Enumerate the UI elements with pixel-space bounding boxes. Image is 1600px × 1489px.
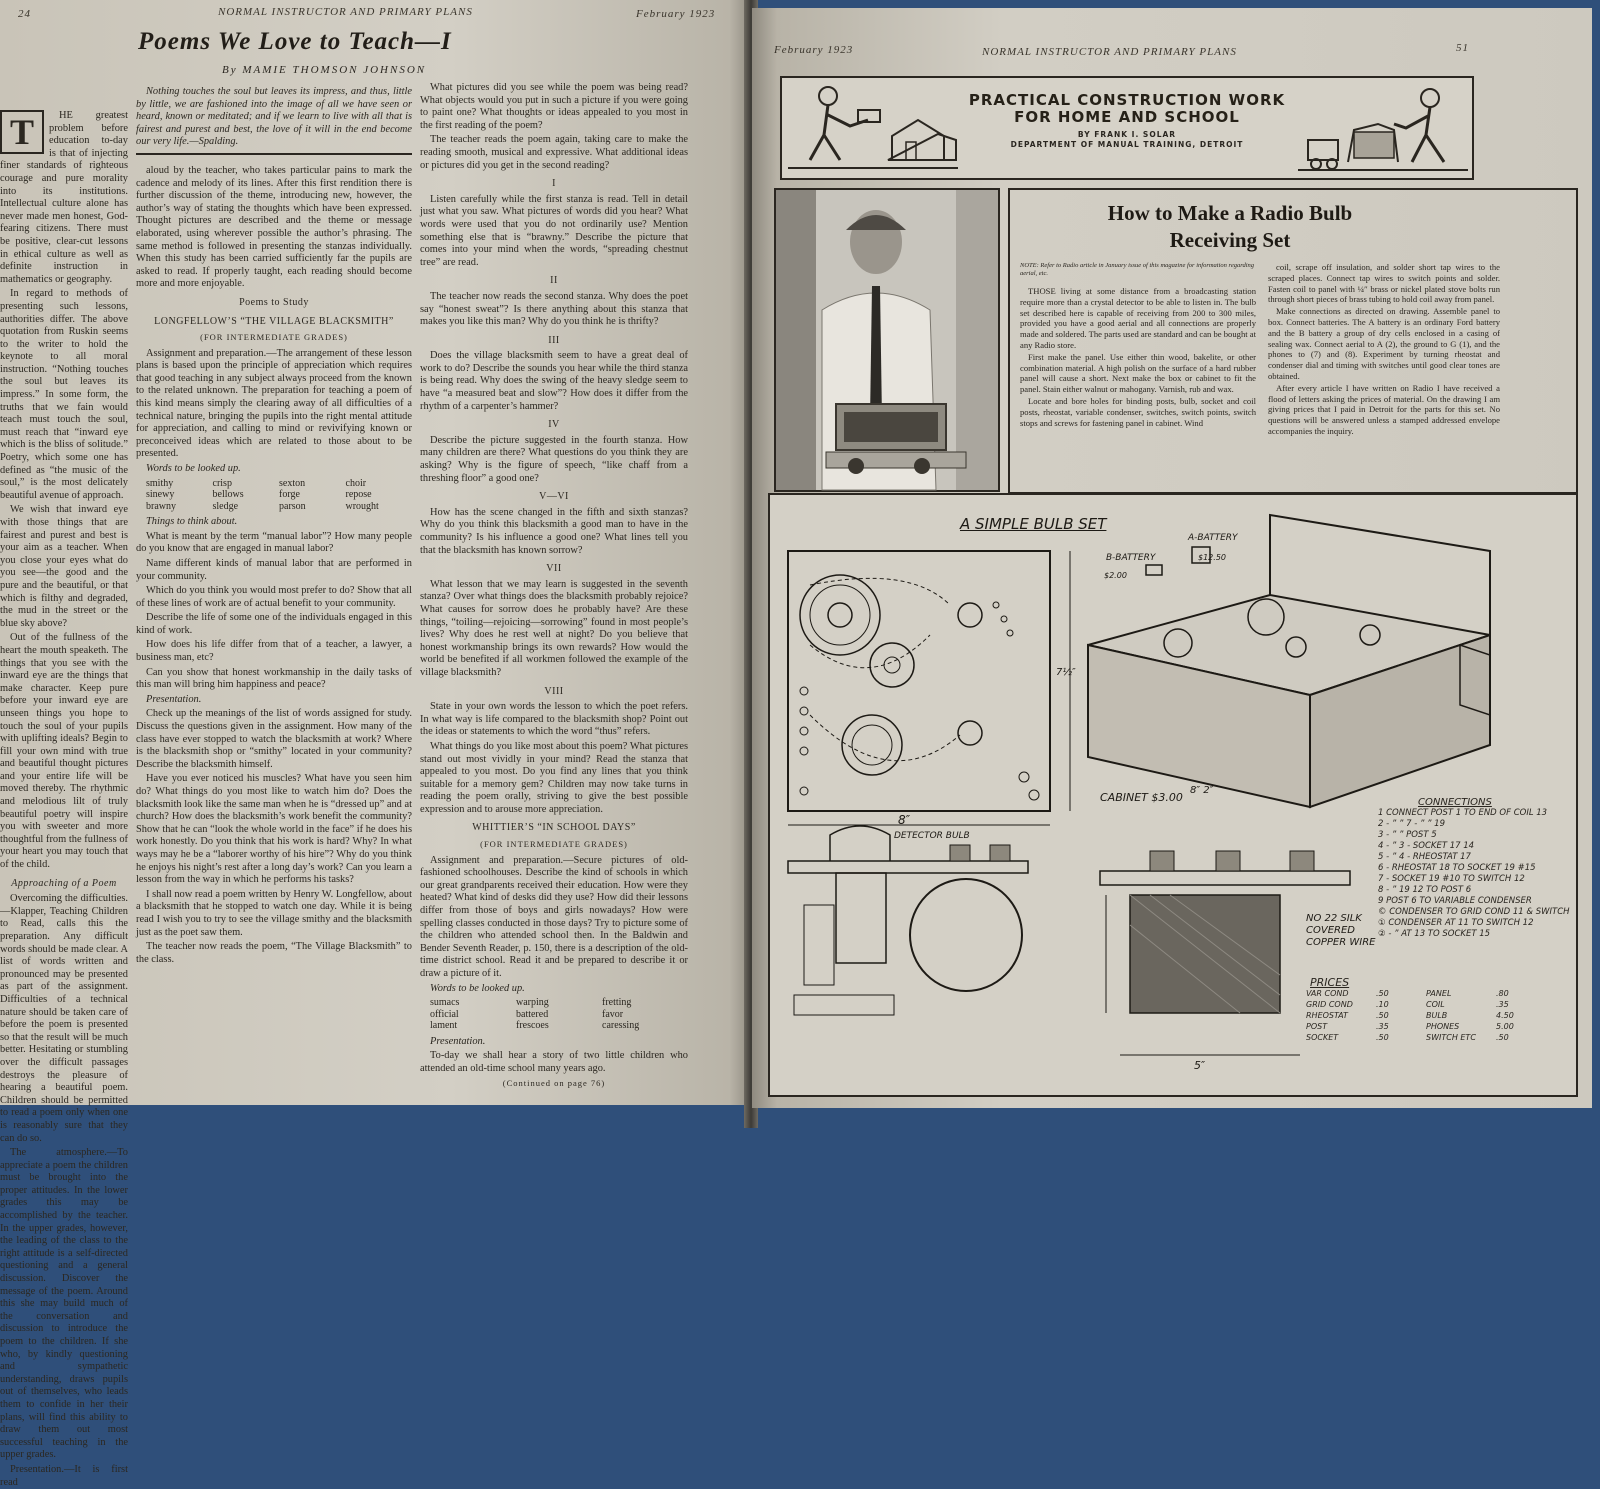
paragraph: II [550, 275, 558, 287]
paragraph: (Continued on page 76) [502, 1078, 606, 1089]
word-item: bellows [212, 489, 244, 501]
panel-width-label: 8″ [898, 813, 911, 827]
page-number-right: 51 [1456, 42, 1469, 54]
connection-item: 9 POST 6 TO VARIABLE CONDENSER [1378, 896, 1532, 906]
paragraph: Describe the life of some one of the individuals engaged in this kind of work. [136, 612, 412, 636]
price-cell: POST [1306, 1022, 1328, 1031]
paragraph: Which do you think you would most prefer to do? Show that all of these lines of work are of actual benefit to your community. [136, 585, 412, 609]
paragraph: III [548, 334, 560, 346]
word-item: favor [602, 1008, 624, 1020]
paragraph: Things to think about. [146, 516, 238, 528]
a-battery-label: A-BATTERY [1188, 533, 1238, 543]
article-column-1 [1020, 286, 1256, 429]
paragraph: The atmosphere.—To appreciate a poem the children must be brought into the proper attitudes. In the lower grades this may be accomplished by the teacher. In the upper grades, however, the leading of the class to the right attitude is a self-directed questioning and a general discussion. Discover the message of the poem. Around this she may build much of the conversation and discussion to introduce the poem to the children. If she who, by kindly questioning and sympathetic understanding, draws pupils out of themselves, who leads them to confide in her their plans, will find this ability to draw them out most successful teaching in the upper grades. [0, 1147, 128, 1461]
paragraph: IV [548, 419, 560, 431]
connection-item: 4 - ” 3 - SOCKET 17 14 [1378, 841, 1475, 851]
paragraph: Locate and bore holes for binding posts, bulb, socket and coil posts, rheostat, variable condenser, switches, switch points, switch stops and screws for fastening panel in cabinet. Wind [1020, 395, 1256, 428]
price-cell: .50 [1376, 1033, 1389, 1042]
price-cell: .80 [1496, 989, 1509, 998]
paragraph: Make connections as directed on drawing. Assemble panel to box. Connect batteries. The A battery is an ordinary Ford battery and the B battery a group of dry cells enclosed in a casing of sealing wax. Connect aerial to A (2), the ground to G (1), and the phones to (7) and (8). Experiment by turning rheostat and condenser dial and timing with switches until good clear tones are obtained. [1268, 306, 1500, 381]
right-page [752, 8, 1592, 1108]
paragraph: I shall now read a poem written by Henry W. Longfellow, about a blacksmith that he stopped to watch one day. While it is being read I wish you to try to see the village smithy and the blacksmith just as the poet saw them. [136, 888, 412, 938]
price-cell: COIL [1426, 1000, 1445, 1009]
paragraph: Nothing touches the soul but leaves its impress, and thus, little by little, we are fashioned into the image of all we have seen or heard, known or meditated; and if we learn to live with all that is fairest and purest and best, the love of it will in the end become our very life.—Spalding. [136, 86, 412, 155]
word-item: smithy [146, 477, 174, 489]
paragraph: The teacher reads the poem again, taking care to make the reading smooth, musical and expressive. What additional ideas or pictures did you get in the second reading? [420, 134, 688, 171]
paragraph: (FOR INTERMEDIATE GRADES) [480, 839, 628, 850]
banner-byline: BY FRANK I. SOLAR DEPARTMENT OF MANUAL TRAINING, DETROIT [1010, 130, 1244, 149]
paragraph: V—VI [539, 491, 569, 503]
paragraph: To-day we shall hear a story of two little children who attended an old-time school many years ago. [420, 1050, 688, 1074]
price-cell: .50 [1376, 989, 1389, 998]
wire-label: NO 22 SILK COVERED COPPER WIRE [1306, 913, 1376, 948]
paragraph: VIII [544, 685, 564, 697]
paragraph: Presentation. [146, 693, 202, 705]
left-column-2 [136, 86, 412, 1056]
word-item: forge [279, 489, 300, 501]
paragraph: The teacher now reads the poem, “The Village Blacksmith” to the class. [136, 941, 412, 965]
paragraph: What lesson that we may learn is suggested in the seventh stanza? Over what things does the blacksmith probably rejoice? What causes for sorrow does he probably have? Are these things, “toiling—rejoicing—sorrowing” found in most people’s lives? Why does he rest well at night? Do you believe that honest workmanship brings its own rewards? How would the world be benefited if all workmen followed the example of the village blacksmith? [420, 578, 688, 678]
b-battery-price: $2.00 [1104, 571, 1127, 580]
connection-item: 2 - ” ” 7 - ” ” 19 [1378, 819, 1445, 829]
price-cell: RHEOSTAT [1306, 1011, 1348, 1020]
price-cell: .50 [1496, 1033, 1509, 1042]
drop-cap: T [0, 110, 44, 154]
word-item: wrought [345, 500, 379, 512]
b-battery-label: B-BATTERY [1106, 553, 1156, 563]
bulb-set-diagram [768, 493, 1578, 1097]
cabinet-label: CABINET $3.00 [1100, 791, 1183, 804]
paragraph: Presentation. [430, 1035, 486, 1047]
paragraph: Name different kinds of manual labor that are performed in your community. [136, 557, 412, 582]
running-head-left: NORMAL INSTRUCTOR AND PRIMARY PLANS [218, 6, 473, 18]
price-cell: GRID COND [1306, 1000, 1353, 1009]
coil-width-label: 5″ [1194, 1059, 1206, 1072]
paragraph: Assignment and preparation.—Secure pictures of old-fashioned schoolhouses. Describe the kind of schools in which our great grandparents received their education. How were they heated? What kind of desks did they use? How did their lessons differ from those of boys and girls nowadays? How were spelling classes conducted in those days? Try to picture some of the children who attended school then. In the Baldwin and Bender Seventh Reader, p. 150, there is a description of the old-time district school. Read it and be prepared to describe it or draw a picture of it. [420, 854, 688, 979]
photo-image [776, 190, 998, 490]
price-cell: .35 [1376, 1022, 1389, 1031]
byline: By MAMIE THOMSON JOHNSON [222, 64, 427, 76]
cabinet-dim-label: 8″ 2″ [1190, 785, 1214, 796]
banner-title: PRACTICAL CONSTRUCTION WORK FOR HOME AND SCHOOL [968, 91, 1286, 126]
connection-item: ① CONDENSER AT 11 TO SWITCH 12 [1378, 918, 1534, 928]
paragraph: Does the village blacksmith seem to have a great deal of work to do? Describe the sounds you hear while the third stanza is being read. Why does the swing of the heavy sledge seem to have “a measured beat and slow”? How does it differ from the rhythm of a carpenter’s hammer? [420, 350, 688, 412]
paragraph: Words to be looked up. [146, 463, 241, 475]
word-item: choir [345, 477, 367, 489]
word-list [146, 478, 412, 513]
price-cell: 5.00 [1496, 1022, 1514, 1031]
girl-and-toy-illustration [1298, 80, 1468, 176]
paragraph: (FOR INTERMEDIATE GRADES) [200, 332, 348, 343]
word-item: official [430, 1008, 459, 1020]
article-title: Poems We Love to Teach—I [138, 28, 452, 55]
word-item: parson [279, 500, 306, 512]
paragraph: VII [546, 563, 562, 575]
paragraph: HE greatest problem before education to-day is that of injecting finer standards of righteous courage and pure morality into its institutions. Intellectual culture alone has never made men honest, God-fearing citizens. There must be positive, clear-cut lessons in ethical culture as well as definite instruction in mathematics or geography. [0, 110, 128, 285]
connections-list: CONNECTIONS 1 CONNECT POST 1 TO END OF COIL 13 2 - ” ” 7 - ” ” 19 3 - ” ” POST 5 4 - ” 3 - SOCKET 17 14 5 - ” 4 - RHEOSTAT 17 6 - RHEOSTAT 18 TO SOCKET 19 #15 7 - SOCKET 19 #10 TO SWITCH 12 8 - ” 19 12 TO POST 6 9 POST 6 TO VARIABLE CONDENSER © CONDENSER TO GRID COND 11 & SWITCH ① CONDENSER AT 11 TO SWITCH 12 ② - ” AT 13 TO SOCKET 15 [1378, 797, 1574, 940]
paragraph: How does his life differ from that of a teacher, a lawyer, a business man, etc? [136, 639, 412, 664]
paragraph: Words to be looked up. [430, 982, 525, 994]
price-cell: .35 [1496, 1000, 1509, 1009]
connection-item: 6 - RHEOSTAT 18 TO SOCKET 19 #15 [1378, 863, 1536, 873]
connection-item: 5 - ” 4 - RHEOSTAT 17 [1378, 852, 1471, 862]
page-number-left: 24 [18, 8, 31, 20]
prices-table: PRICES VAR COND .50 PANEL .80 GRID COND .10 COIL .35 RHEOSTAT .50 BULB 4.50 POST .35 PHONES 5.00 SOCKET .50 SWITCH ETC .50 [1306, 977, 1572, 1043]
left-column-3 [420, 82, 688, 1089]
paragraph: Describe the picture suggested in the fourth stanza. How many children are there? What questions do you think they are asking? Why is the figure of speech, “like chaff from a threshing floor” a good one? [420, 434, 688, 484]
a-battery-price: $12.50 [1198, 553, 1226, 562]
running-date-right: February 1923 [774, 44, 854, 56]
paragraph: What pictures did you see while the poem was being read? What objects would you put in such a picture if you were going to paint one? What thoughts or ideas appealed to you most in the first reading of the poem? [420, 82, 688, 131]
paragraph: Can you show that honest workmanship in the daily tasks of this man will bring him happiness and peace? [136, 666, 412, 691]
paragraph: THOSE living at some distance from a broadcasting station require more than a crystal detector to be able to listen in. The bulb set described here is capable of receiving from 200 to 300 miles, provided you have a good aerial and all connections are properly made and soldered. The parts used are standard and can be bought at any Radio store. [1020, 286, 1256, 350]
word-item: sexton [279, 477, 306, 489]
left-page [0, 0, 752, 1488]
paragraph: LONGFELLOW’S “THE VILLAGE BLACKSMITH” [154, 315, 394, 327]
price-cell: BULB [1426, 1011, 1448, 1020]
paragraph: In regard to methods of presenting such lessons, authorities differ. The above quotation from Ruskin seems to the writer to hold the keynote to all moral instruction. “Nothing touches the soul but leaves its impress.” In some form, the truths that we fain would teach must touch the soul, must reach that “inward eye which is the bliss of solitude.” Poetry, which some one has defined as “the music of the soul,” is the most delicately beautiful avenue of approach. [0, 288, 128, 501]
price-cell: VAR COND [1306, 989, 1349, 998]
word-item: fretting [602, 997, 632, 1009]
boy-with-radio-photo [774, 188, 1000, 492]
paragraph: Have you ever noticed his muscles? What have you seen him do? What things do you most like to watch him do? Does the blacksmith look like the same man when he is “dressed up” and at church? How does the blacksmith’s work benefit the community? Show that he can “look the whole world in the face” if he does his work honestly. Do you think that his work is hard? Why? In what ways may he be a “laborer worthy of his hire”? Why do you think he enjoys his night’s rest after a long day’s work? Can you learn a lesson from the way in which he performs his tasks? [136, 773, 412, 886]
connection-item: 1 CONNECT POST 1 TO END OF COIL 13 [1378, 808, 1548, 818]
connection-item: © CONDENSER TO GRID COND 11 & SWITCH [1378, 907, 1570, 917]
word-item: battered [516, 1008, 549, 1020]
connection-item: ② - ” AT 13 TO SOCKET 15 [1378, 929, 1491, 939]
word-item: repose [345, 489, 372, 501]
paragraph: Overcoming the difficulties.—Klapper, Teaching Children to Read, calls this the preparation. Any difficult words should be made clear. A list of words written and pronounced may be presented as part of the assignment. Difficulties of a technical nature should be taken care of before the poem is presented so that the result will be much better. Hesitating or stumbling over the difficult passages destroys the pleasure of hearing a beautiful poem. Children should be permitted to read a poem only when one is reasonably sure that they can do so. [0, 893, 128, 1144]
paragraph: The teacher now reads the second stanza. Why does the poet say “honest sweat”? Is there anything about this stanza that makes you like this man? Why do you think he is thrifty? [420, 290, 688, 328]
paragraph: aloud by the teacher, who takes particular pains to mark the cadence and melody of its lines. After this first rendition there is further discussion of the theme, introducing new, however, the author’s way of stating the thoughts which have been expressed. Thought pictures are described and the theme or message elaborated, using wherever possible the author’s phrasing. The same method is followed in presenting the stanzas individually. When this study has been carried sufficiently far the pupils are asked to read. If properly taught, each reading should become more and more enjoyable. [136, 164, 412, 290]
price-cell: .10 [1376, 1000, 1389, 1009]
word-item: caressing [602, 1020, 640, 1032]
price-cell: PHONES [1426, 1022, 1460, 1031]
running-date-left: February 1923 [636, 8, 716, 20]
paragraph: Presentation.—It is first read [0, 1463, 128, 1488]
paragraph: WHITTIER’S “IN SCHOOL DAYS” [472, 822, 636, 834]
paragraph: Out of the fullness of the heart the mouth speaketh. The things that you see with the inward eye are the things that make character. Keep pure before your inward eye are unseen things you hope to touch the soul of your pupils with uplifting ideals? Begin to fill your own mind with true and beautiful thought pictures and your entire life will be moved thereby. The rhythmic and melodious lilt of truly beautiful poetry will inspire you with sweeter and more thoughtful from the fullness of your heart you may touch that of the child. [0, 632, 128, 871]
price-cell: PANEL [1426, 989, 1452, 998]
price-cell: SWITCH ETC [1426, 1033, 1476, 1042]
word-item: lament [430, 1020, 458, 1032]
price-cell: 4.50 [1496, 1011, 1514, 1020]
word-item: frescoes [516, 1020, 549, 1032]
word-item: brawny [146, 500, 176, 512]
paragraph: What is meant by the term “manual labor”? How many people do you know that are engaged in manual labor? [136, 530, 412, 555]
paragraph: First make the panel. Use either thin wood, bakelite, or other combination material. A high polish on the surface of a hard rubber panel will cause a short. Next make the box or cabinet to fit the panel. Stain either walnut or mahogany. Varnish, rub and wax. [1020, 351, 1256, 395]
paragraph: After every article I have written on Radio I have received a flood of letters asking the prices of material. On the drawing I am giving prices that I paid in Detroit for the parts for this set. No questions will be answered unless a stamped addressed envelope accompanies the inquiry. [1268, 382, 1500, 436]
boy-carpentry-illustration [788, 80, 958, 176]
word-item: sumacs [430, 997, 460, 1009]
paragraph: Approaching of a Poem [11, 877, 117, 889]
article-note: NOTE: Refer to Radio article in January issue of this magazine for information regarding aerial, etc. [1020, 262, 1255, 277]
word-item: sinewy [146, 489, 175, 501]
paragraph: Assignment and preparation.—The arrangement of these lesson plans is based upon the principle of appreciation which requires that good teaching in any subject always proceed from the known to the related unknown. The preparation for teaching a poem of this kind means simply the clearing away of all difficulties of a technical nature, bringing the pupils into the right mental attitude for appreciation, and calling to mind or revivifying known or preconceived ideas which are related to those about to be presented. [136, 347, 412, 460]
word-item: crisp [212, 477, 232, 489]
paragraph: Check up the meanings of the list of words assigned for study. Discuss the questions given in the assignment. How many of the class have ever stopped to watch the blacksmith at work? Where is the blacksmith shop or “smithy” located in your community? Describe the blacksmith himself. [136, 708, 412, 770]
word-item: warping [516, 997, 549, 1009]
left-column-1 [0, 110, 128, 1488]
radio-article [1008, 188, 1578, 494]
panel-height-label: 7½″ [1056, 667, 1076, 678]
word-item: sledge [212, 500, 239, 512]
paragraph: I [552, 178, 556, 190]
paragraph: Poems to Study [239, 296, 309, 308]
detector-label: DETECTOR BULB [894, 831, 970, 841]
paragraph: Listen carefully while the first stanza is read. Tell in detail just what you saw. What pictures of words did you hear? What words were used that you do not ordinarily use? Mention something else that is “brawny.” Describe the picture that comes into your mind when the words, “spreading chestnut tree” are read. [420, 193, 688, 268]
connection-item: 7 - SOCKET 19 #10 TO SWITCH 12 [1378, 874, 1525, 884]
connection-item: 8 - ” 19 12 TO POST 6 [1378, 885, 1472, 895]
radio-article-title: How to Make a Radio Bulb Receiving Set [1107, 201, 1353, 252]
price-cell: SOCKET [1306, 1033, 1339, 1042]
diagram-title: A SIMPLE BULB SET [960, 515, 1107, 533]
paragraph: State in your own words the lesson to which the poet refers. In what way is life compared to the blacksmith shop? Point out the ideas or statements to which the word “thus” refers. [420, 701, 688, 738]
paragraph: How has the scene changed in the fifth and sixth stanzas? Why do you think this blacksmith a good man to have in the community? Is his influence a good one? What lines tell you that the blacksmith has known sorrow? [420, 506, 688, 556]
word-list [430, 997, 688, 1032]
paragraph: coil, scrape off insulation, and solder short tap wires to the scraped places. Connect tap wires to switch points and solder. Fasten coil to panel with ¼″ brass or nickel plated stove bolts run through short pieces of brass tubing to hold coil away from panel. [1268, 262, 1500, 305]
connection-item: 3 - ” ” POST 5 [1378, 830, 1437, 840]
paragraph: We wish that inward eye with those things that are fairest and purest and best is your aim as a teacher. When you close your eyes what do you see—the good and the pure and the beautiful, or that which is filthy and degraded, the mud in the street or the blue sky above? [0, 504, 128, 629]
price-cell: .50 [1376, 1011, 1389, 1020]
article-column-2 [1268, 262, 1500, 438]
paragraph: What things do you like most about this poem? What pictures stand out most vividly in your mind? Read the stanza that appealed to you most. Do you find any lines that you think suitable for a memory gem? Children may now take turns in reading the poem orally, striving to give the best possible expression and to arouse more appreciation. [420, 740, 688, 815]
running-head-right: NORMAL INSTRUCTOR AND PRIMARY PLANS [982, 46, 1237, 58]
series-banner [780, 76, 1474, 180]
